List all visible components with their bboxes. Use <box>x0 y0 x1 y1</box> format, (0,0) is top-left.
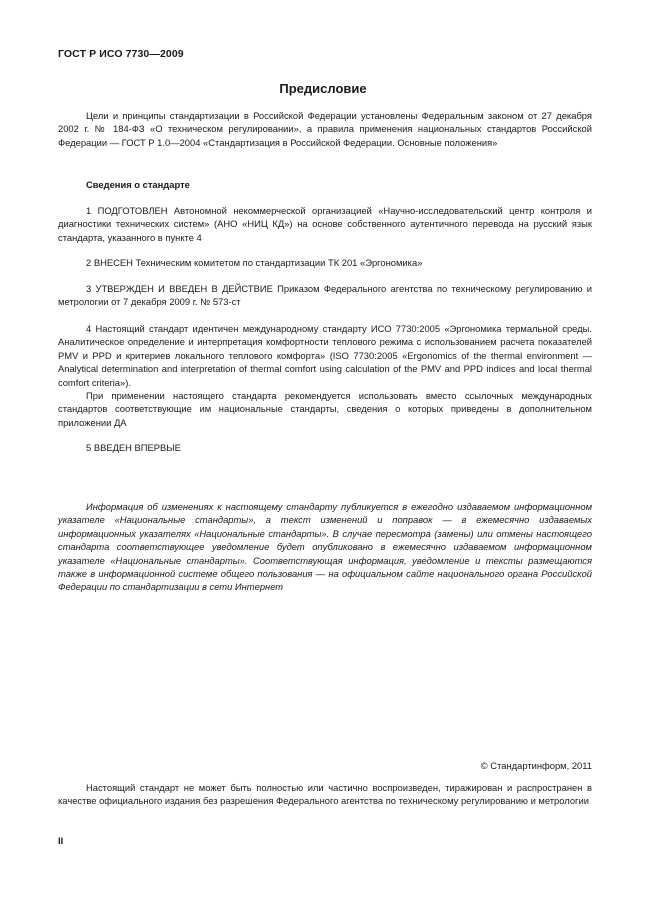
document-header: ГОСТ Р ИСО 7730—2009 <box>58 48 184 60</box>
item-4-block <box>58 322 592 429</box>
intro-paragraph: Цели и принципы стандартизации в Российской Федерации установлены Федеральным законом от 27 декабря 2002 г. № 184-ФЗ «О техническом регулировании», а правила применения национальных стандартов Российской Федерации — ГОСТ Р 1.0—2004 «Стандартизация в Российской Федерации. Основные положения» <box>58 110 592 148</box>
changes-info-block <box>58 500 592 594</box>
item-4: 4 Настоящий стандарт идентичен международному стандарту ИСО 7730:2005 «Эргономика термальной среды. Аналитическое определение и интерпретация комфортности теплового режима с использованием расчета показателей PMV и PPD и критериев локального теплового комфорта» (ISO 7730:2005 «Ergonomics of the thermal environment — Analytical determination and interpretation of thermal comfort using calculation of the PMV and PPD indices and local thermal comfort criteria»). <box>58 323 592 388</box>
intro-section <box>58 109 592 149</box>
page-number: II <box>58 835 64 846</box>
copyright: © Стандартинформ, 2011 <box>480 760 592 771</box>
page-title: Предисловие <box>279 81 367 96</box>
changes-info: Информация об изменениях к настоящему стандарту публикуется в ежегодно издаваемом информационном указателе «Национальные стандарты», а текст изменений и поправок — в ежемесячно издаваемых информационных указателях «Национальные стандарты». В случае пересмотра (замены) или отмены настоящего стандарта соответствующее уведомление будет опубликовано в ежемесячно издаваемом информационном указателе «Национальные стандарты». Соответствующая информация, уведомление и тексты размещаются также в информационной системе общего пользования — на официальном сайте национального органа Российской Федерации по стандартизации в сети Интернет <box>58 501 592 593</box>
info-heading: Сведения о стандарте <box>86 179 190 190</box>
item-5: 5 ВВЕДЕН ВПЕРВЫЕ <box>86 442 181 453</box>
item-2-block <box>58 256 592 269</box>
reproduction-notice-block <box>58 781 592 808</box>
item-4-note: При применении настоящего стандарта рекомендуется использовать вместо ссылочных международных стандартов соответствующие им национальные стандарты, сведения о которых приведены в дополнительном приложении ДА <box>58 390 592 428</box>
reproduction-notice: Настоящий стандарт не может быть полностью или частично воспроизведен, тиражирован и распространен в качестве официального издания без разрешения Федерального агентства по техническому регулированию и метрологии <box>58 782 592 807</box>
item-3: 3 УТВЕРЖДЕН И ВВЕДЕН В ДЕЙСТВИЕ Приказом Федерального агентства по техническому регулированию и метрологии от 7 декабря 2009 г. № 573-ст <box>58 283 592 308</box>
item-2: 2 ВНЕСЕН Техническим комитетом по стандартизации ТК 201 «Эргономика» <box>86 257 423 268</box>
item-3-block <box>58 282 592 309</box>
item-5-block <box>58 441 592 454</box>
item-1: 1 ПОДГОТОВЛЕН Автономной некоммерческой организацией «Научно-исследовательский центр контроля и диагностики технических систем» (АНО «НИЦ КД») на основе собственного аутентичного перевода на русский язык стандарта, указанного в пункте 4 <box>58 205 592 243</box>
info-heading-block <box>58 178 592 191</box>
item-1-block <box>58 204 592 244</box>
